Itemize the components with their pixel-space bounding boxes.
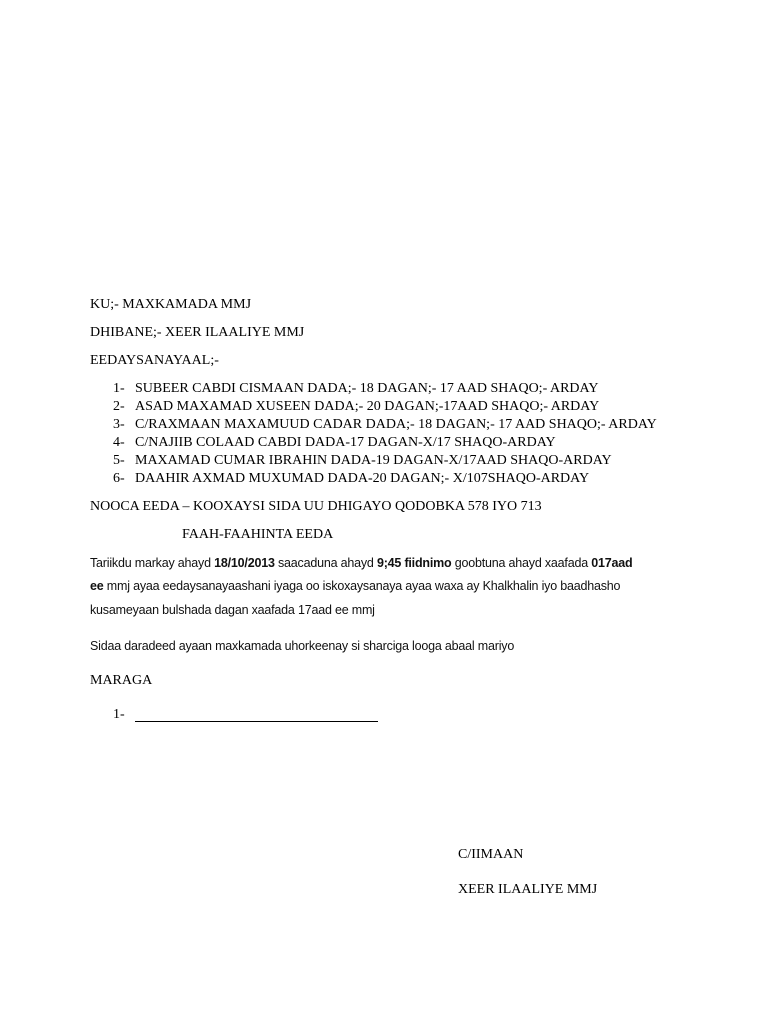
- defendant-text: SUBEER CABDI CISMAAN DADA;- 18 DAGAN;- 17 AAD SHAQO;- ARDAY: [135, 381, 599, 396]
- defendants-heading: EEDAYSANAYAAL;-: [90, 353, 219, 368]
- signatory-title: XEER ILAALIYE MMJ: [458, 882, 598, 897]
- defendant-number: 3-: [113, 417, 125, 432]
- closing-sentence: Sidaa daradeed ayaan maxkamada uhorkeenay si sharciga looga abaal mariyo: [90, 639, 515, 653]
- incident-place: 017aad: [591, 556, 633, 570]
- witness-blank-line: [135, 707, 378, 722]
- witness-number: 1-: [113, 707, 125, 722]
- defendant-text: ASAD MAXAMAD XUSEEN DADA;- 20 DAGAN;-17AAD SHAQO;- ARDAY: [135, 399, 600, 414]
- addressee-line: KU;- MAXKAMADA MMJ: [90, 297, 252, 312]
- charge-type-line: NOOCA EEDA – KOOXAYSI SIDA UU DHIGAYO QODOBKA 578 IYO 713: [90, 499, 542, 514]
- details-paragraph-line-3: kusameyaan bulshada dagan xaafada 17aad ee mmj: [90, 603, 375, 617]
- details-text: saacaduna ahayd: [274, 556, 377, 570]
- charge-details-heading: FAAH-FAAHINTA EEDA: [182, 527, 334, 542]
- defendant-text: DAAHIR AXMAD MUXUMAD DADA-20 DAGAN;- X/107SHAQO-ARDAY: [135, 471, 590, 486]
- defendant-number: 4-: [113, 435, 125, 450]
- defendant-number: 1-: [113, 381, 125, 396]
- signatory-name: C/IIMAAN: [458, 847, 524, 862]
- details-paragraph-line-2: [90, 577, 620, 595]
- defendant-number: 5-: [113, 453, 125, 468]
- plaintiff-line: DHIBANE;- XEER ILAALIYE MMJ: [90, 325, 305, 340]
- incident-date: 18/10/2013: [214, 556, 275, 570]
- defendant-number: 2-: [113, 399, 125, 414]
- defendant-text: C/NAJIIB COLAAD CABDI DADA-17 DAGAN-X/17 SHAQO-ARDAY: [135, 435, 556, 450]
- details-text: mmj ayaa eedaysanayaashani iyaga oo iskoxaysanaya ayaa waxa ay Khalkhalin iyo baadhasho: [103, 579, 621, 593]
- witness-heading: MARAGA: [90, 673, 153, 688]
- incident-place-cont: ee: [90, 579, 104, 593]
- details-text: Tariikdu markay ahayd: [90, 556, 215, 570]
- details-text: goobtuna ahayd xaafada: [451, 556, 592, 570]
- defendant-text: C/RAXMAAN MAXAMUUD CADAR DADA;- 18 DAGAN;- 17 AAD SHAQO;- ARDAY: [135, 417, 657, 432]
- defendant-text: MAXAMAD CUMAR IBRAHIN DADA-19 DAGAN-X/17AAD SHAQO-ARDAY: [135, 453, 612, 468]
- incident-time: 9;45 fiidnimo: [376, 556, 452, 570]
- details-paragraph-line-1: [90, 554, 632, 572]
- defendant-number: 6-: [113, 471, 125, 486]
